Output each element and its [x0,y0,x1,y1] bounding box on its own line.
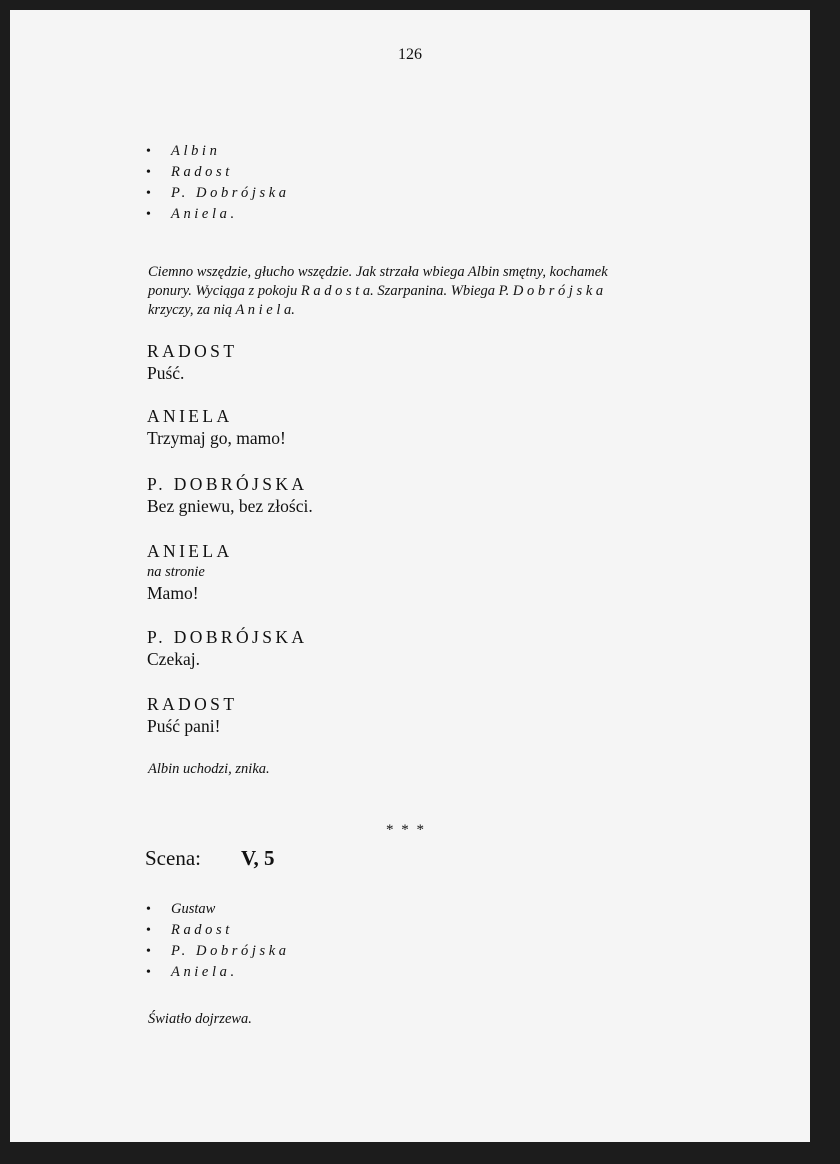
dialogue-block [147,405,286,449]
speaker-name: ANIELA [147,541,233,561]
cast-list [146,899,290,983]
cast-name: Albin [171,143,221,159]
cast-name: P. Dobrójska [171,185,290,201]
cast-name: Aniela. [171,206,238,222]
cast-list-item [146,899,290,920]
cast-name: Radost [171,164,233,180]
aside-direction: na stronie [147,564,205,580]
scene-separator: * * * [386,822,426,838]
dialogue-line: Puść. [147,363,185,383]
final-direction: Światło dojrzewa. [148,1011,252,1027]
bullet-icon: • [146,186,151,201]
stage-direction-line: ponury. Wyciąga z pokoju R a d o s t a. Szarpanina. Wbiega P. D o b r ó j s k a [148,283,604,299]
cast-name: Aniela. [171,964,238,980]
dialogue-line: Trzymaj go, mamo! [147,428,286,448]
dialogue-block [147,340,237,384]
speaker-name: P. DOBRÓJSKA [147,627,308,647]
bullet-icon: • [146,965,151,980]
dialogue-line: Czekaj. [147,649,200,669]
exit-direction: Albin uchodzi, znika. [148,761,270,777]
document-page [10,10,810,1142]
scene-label: Scena: [145,846,201,870]
cast-list-item [146,162,290,183]
bullet-icon: • [146,165,151,180]
cast-list-item [146,962,290,983]
speaker-name: RADOST [147,341,238,361]
cast-name: P. Dobrójska [171,943,290,959]
speaker-name: P. DOBRÓJSKA [147,474,308,494]
cast-name: Radost [171,922,233,938]
scene-heading [145,846,274,871]
cast-list-item [146,183,290,204]
dialogue-line: Puść pani! [147,716,221,736]
dialogue-block [147,693,237,737]
dialogue-block [147,473,313,517]
bullet-icon: • [146,207,151,222]
stage-direction-line: Ciemno wszędzie, głucho wszędzie. Jak strzała wbiega Albin smętny, kochamek [148,264,608,280]
cast-list-item [146,141,290,162]
dialogue-line: Mamo! [147,583,199,603]
dialogue-block [147,540,233,604]
bullet-icon: • [146,902,151,917]
speaker-name: ANIELA [147,406,233,426]
cast-list-item [146,920,290,941]
page-number: 126 [398,46,422,63]
cast-name: Gustaw [171,901,216,917]
cast-list-item [146,204,290,225]
bullet-icon: • [146,923,151,938]
bullet-icon: • [146,944,151,959]
stage-direction [148,263,708,320]
cast-list [146,141,290,225]
speaker-name: RADOST [147,694,238,714]
dialogue-block [147,626,307,670]
cast-list-item [146,941,290,962]
stage-direction-line: krzyczy, za nią A n i e l a. [148,302,295,318]
scene-number: V, 5 [241,846,275,870]
bullet-icon: • [146,144,151,159]
dialogue-line: Bez gniewu, bez złości. [147,496,313,516]
